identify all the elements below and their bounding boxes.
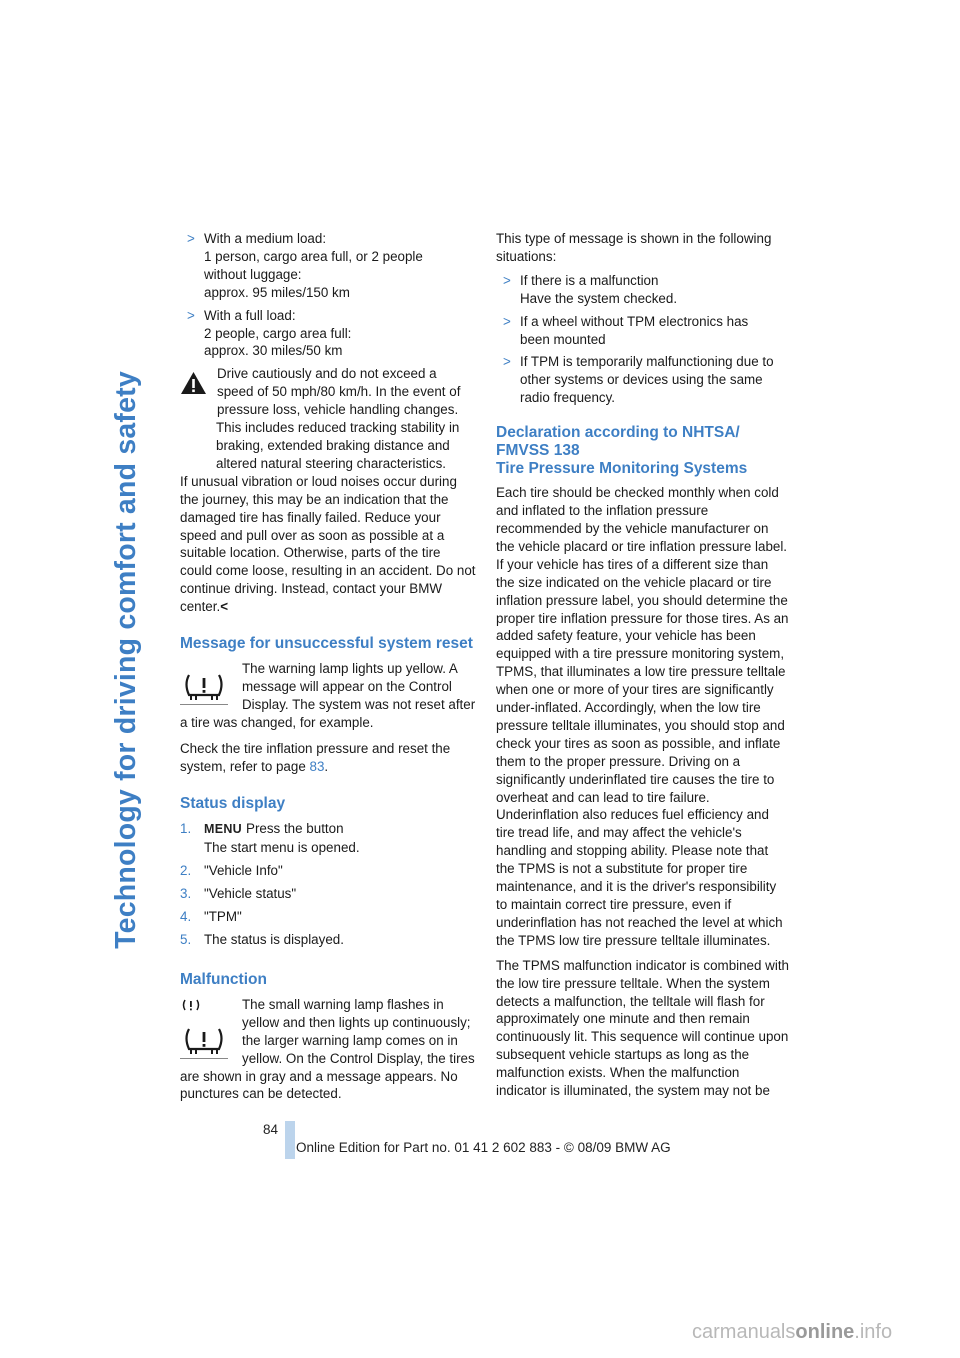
- step-text: "Vehicle status": [204, 886, 297, 902]
- list-line: If TPM is temporarily malfunctioning due to: [520, 354, 774, 370]
- warning-text: Drive cautiously and do not exceed a speed of 50 mph/80 km/h. In the event of pressure loss, vehicle handling changes. This includes reduced tracking stability in braking, extended braking distance and altered natural steering characteristics.: [216, 366, 461, 471]
- watermark: [692, 1321, 893, 1343]
- tire-lamp-icons: [180, 998, 228, 1059]
- step-text: Press the button: [246, 821, 344, 837]
- bullet-marker: >: [503, 354, 511, 370]
- bullet-marker: >: [503, 313, 511, 329]
- period: .: [324, 758, 329, 774]
- edition-text: Online Edition for Part no. 01 41 2 602 883 - © 08/09 BMW AG: [296, 1140, 671, 1155]
- check-pressure-label: Check the tire inflation pressure and reset the system, refer to page: [180, 740, 451, 774]
- side-title-text: Technology for driving comfort and safety: [109, 371, 142, 949]
- warning-triangle-icon: [180, 371, 207, 400]
- left-column: [180, 230, 476, 1108]
- list-line: If a wheel without TPM electronics has: [520, 313, 749, 329]
- list-line: With a medium load:: [204, 231, 327, 246]
- list-line: been mounted: [520, 331, 606, 347]
- heading-line: Tire Pressure Monitoring Systems: [496, 460, 748, 478]
- list-line: With a full load:: [204, 307, 296, 323]
- step-subtext: The start menu is opened.: [204, 840, 360, 856]
- watermark-bold: online: [795, 1321, 855, 1343]
- watermark-suffix: .info: [854, 1321, 893, 1343]
- watermark-prefix: carmanuals: [692, 1321, 796, 1343]
- large-warning-lamp-icon: [180, 1024, 228, 1059]
- list-line: approx. 30 miles/50 km: [204, 343, 343, 359]
- step-text: The status is displayed.: [204, 932, 344, 947]
- step-number: 5.: [180, 932, 192, 947]
- step-number: 3.: [180, 886, 192, 902]
- unsuccessful-lamp-block: [180, 660, 476, 737]
- page-number: 84: [263, 1122, 279, 1137]
- heading-line: Declaration according to NHTSA/: [496, 424, 740, 442]
- status-step-3: [180, 885, 476, 903]
- step-text: "Vehicle Info": [204, 863, 283, 879]
- status-step-1: [180, 820, 476, 857]
- warning-block: [180, 365, 476, 616]
- warning-text-2: If unusual vibration or loud noises occur during the journey, this may be an indication that the damaged tire has finally failed. Reduce your speed and pull over as soon as possible at a suitable location. Otherwise, parts of the tire could come loose, resulting in an accident. Do not continue driving. Instead, contact your BMW center.: [180, 473, 476, 615]
- situation-item: [496, 313, 790, 349]
- tire-pressure-warning-icon: [180, 670, 228, 705]
- step-number: 4.: [180, 909, 192, 925]
- list-item-medium-load: [180, 230, 476, 302]
- list-line: without luggage:: [204, 266, 302, 282]
- declaration-paragraph-2: The TPMS malfunction indicator is combined with the low tire pressure telltale. When the system detects a malfunction, the telltale will flash for approximately one minute and then remain continuously lit. This sequence will continue upon subsequent vehicle startups as long as the malfunction exists. When the malfunction indicator is illuminated, the system may not be: [496, 957, 789, 1099]
- list-line: radio frequency.: [520, 390, 616, 406]
- list-line: approx. 95 miles/150 km: [204, 284, 350, 300]
- malfunction-block: [180, 996, 476, 1103]
- list-line: 2 people, cargo area full:: [204, 325, 352, 341]
- step-text: "TPM": [204, 909, 242, 925]
- status-step-4: [180, 908, 476, 926]
- heading-declaration: [496, 424, 790, 478]
- declaration-paragraph-1: Each tire should be checked monthly when cold and inflated to the inflation pressure recommended by the vehicle manufacturer on the vehicle placard or tire inflation pressure label. If your vehicle has tires of a different size than the size indicated on the vehicle placard or tire inflation pressure label, you should determine the proper tire inflation pressure for those tires. As an added safety feature, your vehicle has been equipped with a tire pressure monitoring system, TPMS, that illuminates a low tire pressure telltale when one or more of your tires are significantly under-inflated. Accordingly, when the low tire pressure telltale illuminates, you should stop and check your tires as soon as possible, and inflate them to the proper pressure. Driving on a significantly underinflated tire causes the tire to overheat and can lead to tire failure. Underinflation also reduces fuel efficiency and tire tread life, and may affect the vehicle's handling and stopping ability. Please note that the TPMS is not a substitute for proper tire maintenance, and it is the driver's responsibility to maintain correct tire pressure, even if underinflation has not reached the level at which the TPMS low tire pressure telltale illuminates.: [496, 485, 789, 948]
- check-pressure-text: [180, 740, 476, 776]
- unsuccessful-lamp-text: The warning lamp lights up yellow. A message will appear on the Control Display. The system was not reset after a tire was changed, for example.: [180, 661, 476, 730]
- heading-status-display: Status display: [180, 795, 286, 813]
- end-mark: <: [220, 599, 229, 615]
- list-line: 1 person, cargo area full, or 2 people: [204, 248, 423, 264]
- malfunction-text: The small warning lamp flashes in yellow and then lights up continuously; the larger warning lamp comes on in yellow. On the Control Display, the tires are shown in gray and a message appears. No punctures can be detected.: [180, 996, 475, 1102]
- menu-button-icon: MENU: [204, 822, 243, 837]
- list-line: other systems or devices using the same: [520, 372, 763, 388]
- footer-accent-bar: [285, 1121, 295, 1159]
- page-83-link[interactable]: 83: [309, 758, 325, 774]
- bullet-marker: >: [503, 272, 511, 288]
- status-step-5: [180, 931, 476, 949]
- small-warning-lamp-icon: [180, 998, 202, 1014]
- status-step-2: [180, 862, 476, 880]
- list-line: Have the system checked.: [520, 290, 678, 306]
- heading-malfunction: Malfunction: [180, 970, 267, 988]
- situations-intro: This type of message is shown in the following situations:: [496, 231, 772, 264]
- right-column: [496, 230, 790, 1105]
- situation-item: [496, 353, 790, 407]
- bullet-marker: >: [187, 307, 195, 323]
- heading-unsuccessful-reset: Message for unsuccessful system reset: [180, 635, 473, 653]
- heading-line: FMVSS 138: [496, 442, 580, 460]
- list-line: If there is a malfunction: [520, 272, 659, 288]
- step-number: 1.: [180, 821, 192, 837]
- step-number: 2.: [180, 863, 192, 879]
- bullet-marker: >: [187, 231, 195, 246]
- list-item-full-load: [180, 307, 476, 361]
- side-title: [104, 230, 149, 1090]
- situation-item: [496, 272, 790, 308]
